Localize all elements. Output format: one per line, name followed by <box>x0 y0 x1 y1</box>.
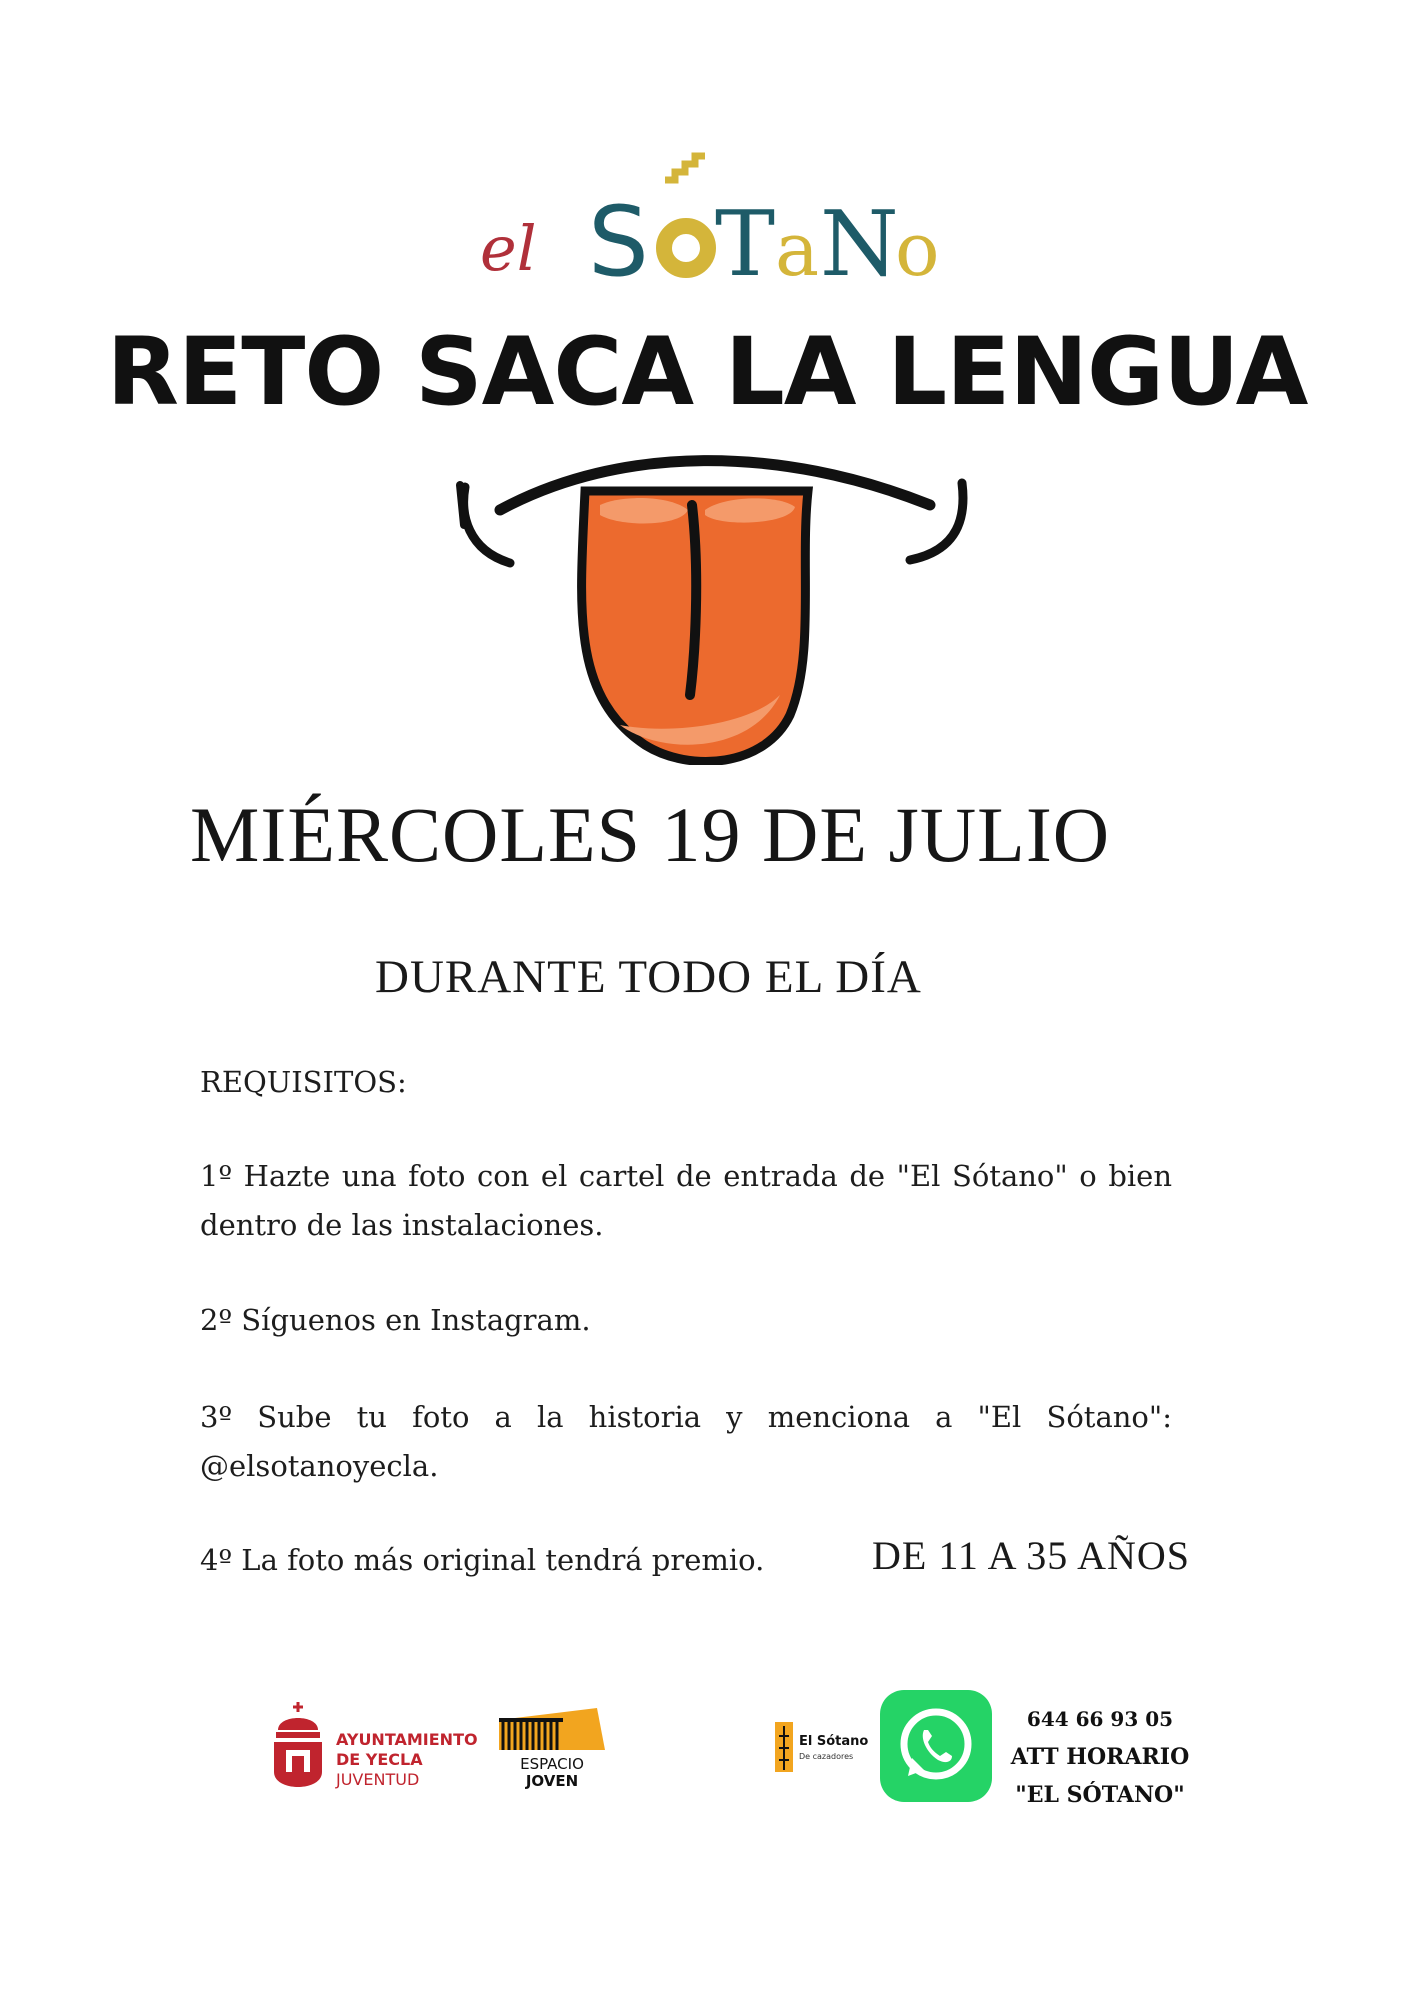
stairs-icon <box>665 156 705 180</box>
sotano-small-sub: De cazadores <box>799 1752 854 1761</box>
logo-sotano-text: S <box>588 186 649 290</box>
svg-text:N: N <box>820 192 899 290</box>
contact-line-2: ATT HORARIO <box>1010 1744 1190 1770</box>
espacio-joven-logo <box>497 1706 607 1792</box>
requirement-3: 3º Sube tu foto a la historia y menciona a "El Sótano": @elsotanoyecla. <box>200 1400 1172 1483</box>
ayto-line-3: JUVENTUD <box>336 1770 420 1789</box>
svg-text:T: T <box>715 192 776 290</box>
contact-info <box>1000 1700 1200 1814</box>
espacio-line-1: ESPACIO <box>520 1755 584 1773</box>
requirement-2: 2º Síguenos en Instagram. <box>200 1303 591 1337</box>
ayto-line-2: DE YECLA <box>336 1750 423 1769</box>
coat-of-arms-icon <box>270 1700 326 1800</box>
whatsapp-icon[interactable] <box>880 1690 992 1802</box>
svg-text:a: a <box>775 207 820 290</box>
age-range: DE 11 A 35 AÑOS <box>872 1533 1191 1578</box>
requirements-heading: REQUISITOS: <box>200 1065 407 1099</box>
requirement-1: 1º Hazte una foto con el cartel de entrada de "El Sótano" o bien dentro de las instalaciones. <box>200 1159 1172 1242</box>
event-date: MIÉRCOLES 19 DE JULIO <box>190 791 1111 878</box>
tower-icon <box>773 1720 795 1774</box>
svg-text:o: o <box>895 207 940 290</box>
phone-number[interactable]: 644 66 93 05 <box>1026 1707 1174 1731</box>
ayto-line-1: AYUNTAMIENTO <box>336 1730 478 1749</box>
building-icon <box>497 1706 607 1756</box>
el-sotano-logo <box>470 150 950 290</box>
ayuntamiento-logo <box>270 1700 480 1800</box>
poster-title: RETO SACA LA LENGUA <box>106 318 1308 427</box>
contact-line-3: "EL SÓTANO" <box>1015 1782 1185 1808</box>
sotano-small-name: El Sótano <box>799 1734 869 1749</box>
event-time: DURANTE TODO EL DÍA <box>375 951 922 1003</box>
logo-o-circle <box>664 226 708 270</box>
espacio-line-2: JOVEN <box>525 1772 579 1790</box>
el-sotano-small-logo <box>773 1714 873 1778</box>
logo-el-text: el <box>480 212 537 285</box>
requirement-4: 4º La foto más original tendrá premio. <box>200 1543 765 1577</box>
tongue-icon <box>420 455 1000 765</box>
